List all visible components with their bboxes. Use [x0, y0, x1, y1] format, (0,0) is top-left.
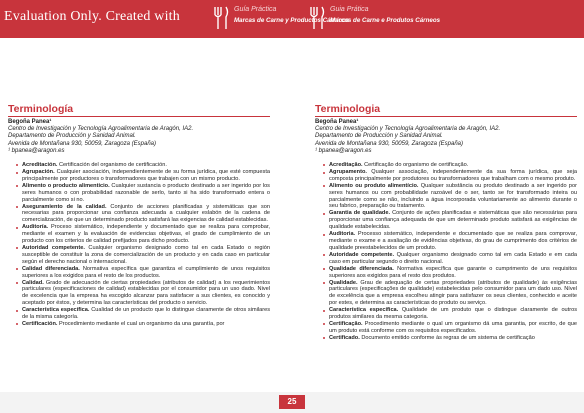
list-item: Acreditação. Certificação do organismo de certificação.: [329, 162, 577, 169]
author-affiliation: Centro de Investigación y Tecnología Agroalimentaria de Aragón, IA2.: [8, 126, 194, 133]
list-item: Certificado. Documento emitido conforme às regras de um sistema de certificação: [329, 335, 577, 342]
author-address: Avenida de Montañana 930, 50059, Zaragoza (España): [315, 140, 463, 147]
title-divider: [8, 116, 270, 117]
fork-knife-icon: [212, 6, 230, 30]
author-name: Begoña Panea¹: [8, 119, 52, 125]
brand-guia-pt: Guia Prática: [330, 6, 369, 13]
list-item: Auditoria. Processo sistemático, independente e documentado que se realiza para comprovar, mediante o exame e a avaliação de evidências objetivas, do grau de cumprimento dos critérios de qualidade preestabelecidos de um produto.: [329, 231, 577, 251]
author-block: [8, 119, 270, 155]
page-number: 25: [279, 395, 305, 409]
list-item: Acreditación. Certificación del organismo de certificación.: [22, 162, 270, 169]
list-item: Característica específica. Qualidade de um produto que o distingue claramente de outros produtos similares da mesma categoria.: [329, 307, 577, 320]
list-item: Certificación. Procedimiento mediante el cual un organismo da una garantía, por: [22, 321, 270, 328]
list-item: Garantia de qualidade. Conjunto de ações planificadas e sistemáticas que são necessárias para proporcionar uma confiança adequada de que um determinado produto satisfará as exigências de qualidade estabelecidas.: [329, 210, 577, 231]
section-title: Terminologia: [315, 103, 381, 115]
list-item: Alimento o producto alimenticio. Cualquier sustancia o producto destinado a ser ingerido por los seres humanos o con probabilidad razonable de serlo, tanto si ha sido transformado entera o parcialmente como si no.: [22, 183, 270, 203]
list-item: Agrupación. Cualquier asociación, independientemente de su forma jurídica, que esté compuesta principalmente por productores o transformadores que trabajen con un mismo producto.: [22, 169, 270, 182]
title-divider: [315, 116, 577, 117]
evaluation-watermark: Evaluation Only. Created with: [4, 9, 180, 24]
author-name: Begoña Panea¹: [315, 119, 359, 125]
list-item: Qualidade. Grau de adequação de certas propriedades (atributos de qualidade) às exigências particulares (especificações de qualidade) estabelecidas pelo consumidor para um dado uso. Nível de excelência que a empresa escolheu atingir para satisfazer os seus clientes, conhecido e aceite por estes, e determina as características do produto ou serviço.: [329, 279, 577, 307]
list-item: Certificação. Procedimento mediante o qual um organismo dá uma garantia, por escrito, de que um produto está conforme com os requisitos especificados.: [329, 321, 577, 334]
list-item: Qualidade diferenciada. Normativa específica que garante o cumprimento de uns requisitos superiores aos exigidos para el resto dos produtos.: [329, 265, 577, 279]
list-item: Alimento ou produto alimentício. Qualquer substância ou produto destinado a ser ingerido por seres humanos ou com probabilidade razoável de o ser, tanto se for transformado inteira ou parcialmente como se não, incluindo a água incorporada voluntariamente ao alimento durante o seu fabrico, preparação ou tratamento.: [329, 183, 577, 210]
brand-subtitle-pt: Marcas de Carne e Produtos Cárneos: [330, 17, 441, 24]
list-item: Calidad diferenciada. Normativa específica que garantiza el cumplimiento de unos requisitos superiores a los exigidos para el resto de los productos.: [22, 265, 270, 279]
portuguese-column: [315, 103, 577, 342]
author-department: Departamento de Producción y Sanidad Animal.: [8, 133, 136, 140]
brand-guia-es: Guía Práctica: [234, 6, 277, 13]
author-department: Departamento de Producción y Sanidad Animal.: [315, 133, 443, 140]
term-list: [8, 162, 270, 328]
author-address: Avenida de Montañana 930, 50059, Zaragoza (España): [8, 140, 156, 147]
list-item: Autoridad competente. Cualquier organismo designado como tal en cada Estado o región susceptible de constituir la zona de comercialización de un producto y en cada caso en particular según el derecho nacional o internacional.: [22, 245, 270, 265]
list-item: Característica específica. Cualidad de un producto que lo distingue claramente de otros similares de la misma categoría.: [22, 307, 270, 320]
list-item: Aseguramiento de la calidad. Conjunto de acciones planificadas y sistemáticas que son necesarias para proporcionar una confianza adecuada a cualquier eslabón de la cadena de comercialización, de que un determinado producto satisfará las exigencias de calidad establecidas.: [22, 203, 270, 224]
author-block: [315, 119, 577, 155]
section-title: Terminología: [8, 103, 74, 115]
brand-subtitle-es: Marcas de Carne y Productos Cárnicos: [234, 17, 350, 24]
author-affiliation: Centro de Investigación y Tecnología Agroalimentaria de Aragón, IA2.: [315, 126, 501, 133]
term-list: [315, 162, 577, 342]
list-item: Auditoría. Proceso sistemático, independiente y documentado que se realiza para comprobar, mediante el examen y la evaluación de evidencias objetivas, el grado de cumplimiento de un producto con los criterios de calidad prefijados para dicho producto.: [22, 224, 270, 244]
list-item: Calidad. Grado de adecuación de ciertas propiedades (atributos de calidad) a los requerimientos particulares (especificaciones de calidad) establecidas por el consumidor para un uso dado. Nivel de excelencia que la empresa ha escogido alcanzar para satisfacer a sus clientes, es conocido y aceptado por éstos, y determina las características del producto o servicio.: [22, 279, 270, 307]
author-email: ¹ bpanea@aragon.es: [315, 147, 372, 154]
fork-knife-icon: [308, 6, 326, 30]
brand-right: [308, 4, 468, 34]
list-item: Agrupamento. Qualquer associação, independentemente da sua forma jurídica, que seja composta principalmente por produtores ou transformadores que trabalham com o mesmo produto.: [329, 169, 577, 182]
author-email: ¹ bpanea@aragon.es: [8, 147, 65, 154]
spanish-column: [8, 103, 270, 328]
list-item: Autoridade competente. Qualquer organismo designado como tal em cada Estado e em cada caso em particular segundo o direito nacional.: [329, 251, 577, 265]
